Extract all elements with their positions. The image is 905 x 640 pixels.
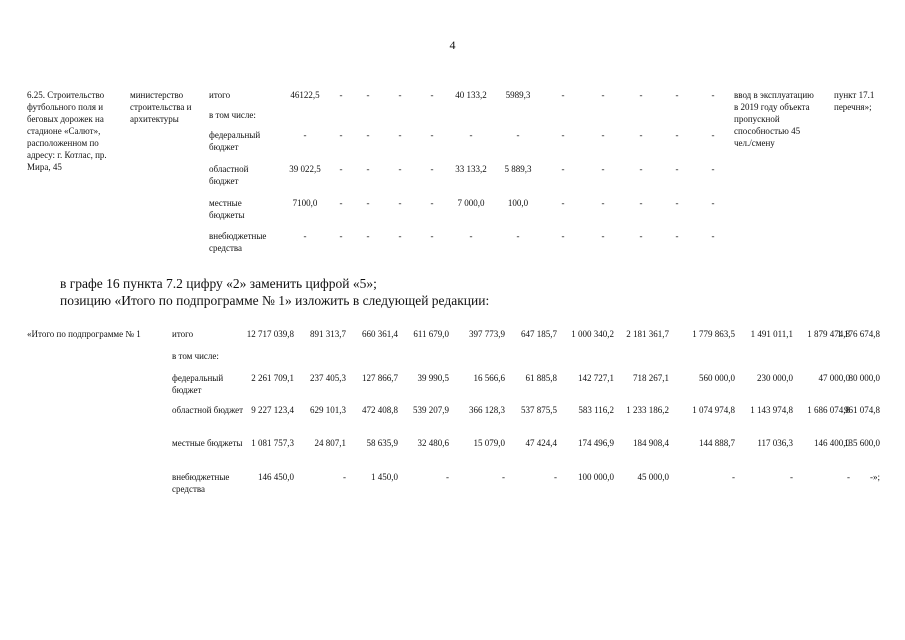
t1-value-cell: 46122,5: [290, 90, 320, 100]
t1-value-cell: -: [675, 164, 679, 174]
item-name: 6.25. Строительство футбольного поля и беговых дорожек на стадионе «Салют», расположенном по адресу: г. Котлас, пр. Мира, 45: [27, 90, 107, 172]
t1-row-label: областной бюджет: [209, 164, 249, 186]
t1-value-cell: -: [675, 90, 679, 100]
t1-row-label: итого: [209, 90, 231, 100]
t2-value-cell: -: [343, 472, 346, 482]
t2-value-cell: 12 717 039,8: [246, 329, 294, 339]
t2-row-label: внебюджетные средства: [172, 472, 230, 494]
t2-value-cell: 539 207,9: [413, 405, 449, 415]
t2-value-cell: 24 807,1: [314, 438, 346, 448]
t2-value-cell: 61 885,8: [525, 373, 557, 383]
t2-value-cell: 142 727,1: [578, 373, 614, 383]
t1-value-cell: -: [398, 164, 402, 174]
t1-value-cell: 40 133,2: [455, 90, 487, 100]
t2-value-cell: 58 635,9: [366, 438, 398, 448]
t2-value-cell: 1 000 340,2: [571, 329, 614, 339]
t1-row-label: в том числе:: [209, 110, 256, 120]
t2-value-cell: -: [847, 472, 850, 482]
t2-value-cell: 80 000,0: [848, 373, 880, 383]
t1-value-cell: -: [430, 130, 434, 140]
t1-value-cell: -: [601, 90, 605, 100]
t2-value-cell: 718 267,1: [633, 373, 669, 383]
t1-value-cell: 5 889,3: [504, 164, 532, 174]
t2-value-cell: 961 074,8: [844, 405, 880, 415]
t2-row-label: в том числе:: [172, 351, 219, 361]
t2-value-cell: 1 779 863,5: [692, 329, 735, 339]
t2-value-cell: 146 400,0: [814, 438, 850, 448]
t1-value-cell: -: [561, 130, 565, 140]
t2-value-cell: -»;: [870, 472, 880, 482]
t2-row-label: областной бюджет: [172, 405, 244, 415]
t2-value-cell: 1 450,0: [371, 472, 398, 482]
t1-value-cell: -: [430, 198, 434, 208]
t2-value-cell: 611 679,0: [413, 329, 449, 339]
t2-value-cell: 629 101,3: [310, 405, 346, 415]
t1-value-cell: -: [601, 164, 605, 174]
t2-value-cell: 230 000,0: [757, 373, 793, 383]
t2-value-cell: -: [732, 472, 735, 482]
t2-value-cell: 184 908,4: [633, 438, 669, 448]
t1-value-cell: -: [339, 130, 343, 140]
t1-value-cell: -: [711, 231, 715, 241]
t2-value-cell: 1 879 474,8: [807, 329, 850, 339]
t1-value-cell: -: [561, 90, 565, 100]
t2-value-cell: 47 424,4: [525, 438, 557, 448]
t2-value-cell: 47 000,0: [818, 373, 850, 383]
t2-value-cell: 1 686 074,8: [807, 405, 850, 415]
t2-value-cell: 144 888,7: [699, 438, 735, 448]
t2-value-cell: 127 866,7: [362, 373, 398, 383]
t2-value-cell: 366 128,3: [469, 405, 505, 415]
t1-value-cell: -: [366, 231, 370, 241]
subprogram-title: «Итого по подпрограмме № 1: [27, 329, 141, 339]
t1-value-cell: -: [516, 130, 520, 140]
t2-value-cell: 45 000,0: [637, 472, 669, 482]
t1-value-cell: -: [639, 90, 643, 100]
t1-value-cell: -: [398, 231, 402, 241]
t2-value-cell: 100 000,0: [578, 472, 614, 482]
t2-value-cell: 174 496,9: [578, 438, 614, 448]
t1-value-cell: -: [601, 130, 605, 140]
t1-row-label: внебюджетные средства: [209, 231, 267, 253]
paragraph-1: в графе 16 пункта 7.2 цифру «2» заменить цифрой «5»;: [60, 276, 377, 291]
t1-value-cell: -: [398, 90, 402, 100]
t1-value-cell: -: [430, 164, 434, 174]
t2-value-cell: 1 143 974,8: [750, 405, 793, 415]
t2-value-cell: 135 600,0: [844, 438, 880, 448]
t1-value-cell: -: [469, 231, 473, 241]
t1-row-label: местные бюджеты: [209, 198, 245, 220]
t1-value-cell: -: [601, 198, 605, 208]
result: ввод в эксплуатацию в 2019 году объекта пропускной способностью 45 чел./смену: [734, 90, 814, 148]
t1-value-cell: -: [430, 231, 434, 241]
t1-value-cell: -: [639, 198, 643, 208]
t2-value-cell: 1 233 186,2: [626, 405, 669, 415]
t1-value-cell: 7 000,0: [457, 198, 485, 208]
t1-value-cell: -: [366, 198, 370, 208]
t2-value-cell: 16 566,6: [473, 373, 505, 383]
executor: министерство строительства и архитектуры: [130, 90, 192, 124]
t1-value-cell: -: [711, 90, 715, 100]
t2-value-cell: 117 036,3: [757, 438, 793, 448]
t1-value-cell: 39 022,5: [289, 164, 321, 174]
t2-value-cell: 39 990,5: [417, 373, 449, 383]
t2-value-cell: 397 773,9: [469, 329, 505, 339]
t1-value-cell: -: [601, 231, 605, 241]
t1-value-cell: -: [339, 90, 343, 100]
page-number: 4: [449, 38, 456, 52]
t2-value-cell: 9 227 123,4: [251, 405, 294, 415]
t2-value-cell: 1 074 974,8: [692, 405, 735, 415]
t2-value-cell: 146 450,0: [258, 472, 294, 482]
t1-value-cell: -: [711, 164, 715, 174]
t1-value-cell: -: [675, 130, 679, 140]
t2-value-cell: 237 405,3: [310, 373, 346, 383]
t1-value-cell: -: [366, 164, 370, 174]
t1-value-cell: 7100,0: [292, 198, 318, 208]
t1-value-cell: -: [711, 130, 715, 140]
t1-value-cell: -: [561, 198, 565, 208]
t1-value-cell: -: [675, 231, 679, 241]
t1-value-cell: 5989,3: [505, 90, 531, 100]
t2-value-cell: 647 185,7: [521, 329, 557, 339]
t2-value-cell: -: [790, 472, 793, 482]
t1-value-cell: -: [516, 231, 520, 241]
t1-value-cell: -: [366, 130, 370, 140]
t1-value-cell: -: [561, 231, 565, 241]
t1-value-cell: 100,0: [507, 198, 529, 208]
t2-value-cell: -: [554, 472, 557, 482]
t1-value-cell: -: [639, 164, 643, 174]
t2-value-cell: 1 176 674,8: [837, 329, 880, 339]
t1-value-cell: -: [639, 130, 643, 140]
t1-value-cell: -: [561, 164, 565, 174]
t2-row-label: федеральный бюджет: [172, 373, 224, 395]
t2-value-cell: 891 313,7: [310, 329, 346, 339]
t1-value-cell: -: [430, 90, 434, 100]
t2-value-cell: 2 261 709,1: [251, 373, 294, 383]
t1-value-cell: -: [469, 130, 473, 140]
t1-value-cell: -: [398, 198, 402, 208]
t1-value-cell: -: [303, 231, 307, 241]
t2-value-cell: 32 480,6: [417, 438, 449, 448]
t2-value-cell: 560 000,0: [699, 373, 735, 383]
t2-value-cell: 660 361,4: [362, 329, 398, 339]
t1-value-cell: -: [366, 90, 370, 100]
t1-value-cell: -: [711, 198, 715, 208]
reference: пункт 17.1 перечня»;: [834, 90, 875, 112]
t2-value-cell: 583 116,2: [578, 405, 614, 415]
t2-value-cell: 1 491 011,1: [750, 329, 793, 339]
t1-value-cell: -: [398, 130, 402, 140]
t1-value-cell: -: [303, 130, 307, 140]
t1-value-cell: -: [339, 164, 343, 174]
t2-value-cell: -: [446, 472, 449, 482]
t2-value-cell: 537 875,5: [521, 405, 557, 415]
t1-value-cell: -: [339, 231, 343, 241]
t2-value-cell: 2 181 361,7: [626, 329, 669, 339]
t1-value-cell: -: [639, 231, 643, 241]
t1-value-cell: -: [339, 198, 343, 208]
t1-value-cell: 33 133,2: [455, 164, 487, 174]
t2-value-cell: 1 081 757,3: [251, 438, 294, 448]
t2-value-cell: 472 408,8: [362, 405, 398, 415]
t2-value-cell: 15 079,0: [473, 438, 505, 448]
t2-row-label: местные бюджеты: [172, 438, 243, 448]
t2-value-cell: -: [502, 472, 505, 482]
t2-row-label: итого: [172, 329, 194, 339]
paragraph-2: позицию «Итого по подпрограмме № 1» изложить в следующей редакции:: [60, 293, 490, 308]
t1-value-cell: -: [675, 198, 679, 208]
t1-row-label: федеральный бюджет: [209, 130, 261, 152]
